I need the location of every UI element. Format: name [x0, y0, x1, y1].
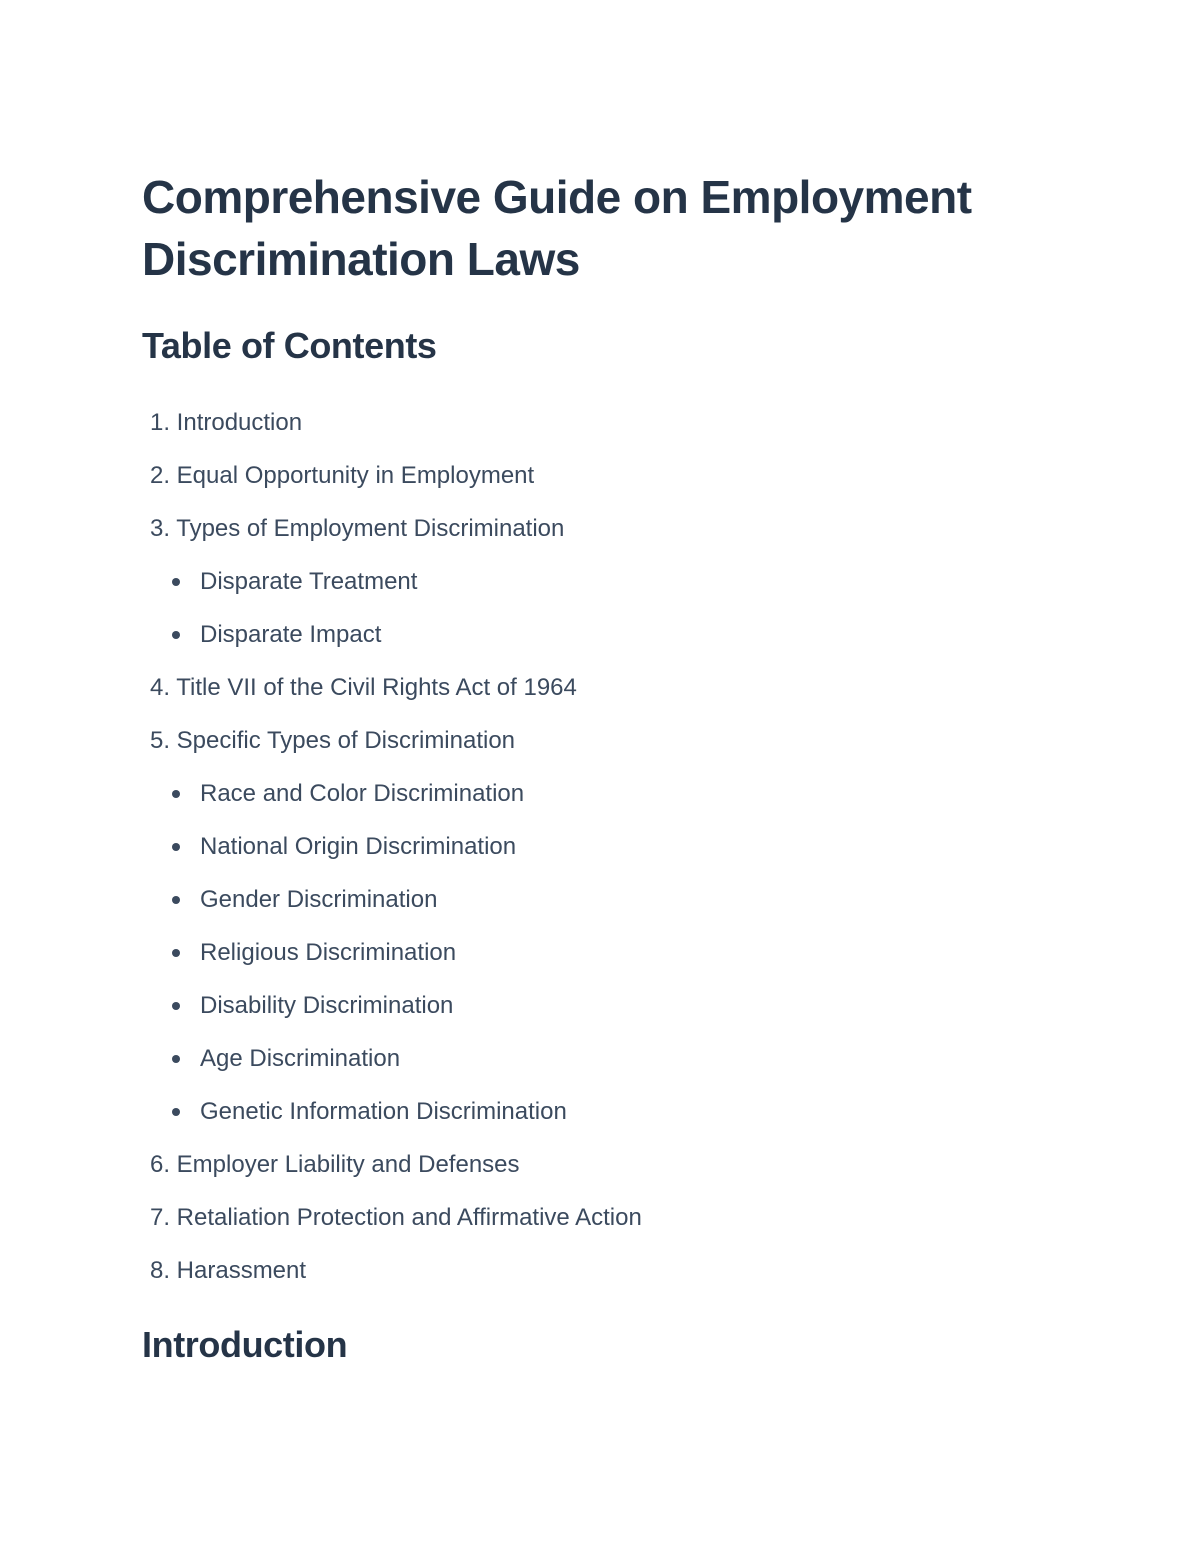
bullet-icon: [172, 949, 180, 957]
toc-subitem-label: Age Discrimination: [200, 1045, 401, 1072]
bullet-icon: [172, 1002, 180, 1010]
toc-sublist-container: [142, 767, 1082, 1138]
toc-label: Specific Types of Discrimination: [176, 727, 516, 754]
toc-item-types-of-discrimination[interactable]: [142, 502, 1082, 555]
toc-subitem-label: Disparate Treatment: [200, 568, 418, 595]
toc-subitem-gender[interactable]: [142, 873, 1082, 926]
toc-subitem-label: Religious Discrimination: [200, 939, 457, 966]
toc-subitem-label: Gender Discrimination: [200, 886, 438, 913]
toc-label: Types of Employment Discrimination: [176, 515, 565, 542]
toc-subitem-label: National Origin Discrimination: [200, 833, 517, 860]
toc-number: 8.: [149, 1257, 170, 1284]
bullet-icon: [172, 843, 180, 851]
toc-item-employer-liability[interactable]: [142, 1138, 1082, 1191]
toc-subitem-disparate-impact[interactable]: [142, 608, 1082, 661]
toc-label: Retaliation Protection and Affirmative Action: [176, 1204, 642, 1231]
toc-label: Introduction: [176, 409, 303, 436]
toc-subitem-label: Genetic Information Discrimination: [200, 1098, 567, 1125]
bullet-icon: [172, 1108, 180, 1116]
toc-item-title-vii[interactable]: [142, 661, 1082, 714]
bullet-icon: [172, 1055, 180, 1063]
bullet-icon: [172, 790, 180, 798]
table-of-contents: [142, 396, 1082, 1297]
toc-number: 5.: [149, 727, 170, 754]
toc-heading: Table of Contents: [142, 325, 437, 366]
toc-subitem-disparate-treatment[interactable]: [142, 555, 1082, 608]
toc-sublist-specific: [142, 767, 1082, 1138]
toc-subitem-label: Race and Color Discrimination: [200, 780, 525, 807]
toc-label: Harassment: [176, 1257, 307, 1284]
toc-item-harassment[interactable]: [142, 1244, 1082, 1297]
toc-number: 2.: [149, 462, 170, 489]
bullet-icon: [172, 578, 180, 586]
toc-item-retaliation[interactable]: [142, 1191, 1082, 1244]
bullet-icon: [172, 896, 180, 904]
toc-label: Employer Liability and Defenses: [176, 1151, 520, 1178]
toc-subitem-religious[interactable]: [142, 926, 1082, 979]
toc-sublist-container: [142, 555, 1082, 661]
toc-number: 7.: [149, 1204, 170, 1231]
bullet-icon: [172, 631, 180, 639]
toc-number: 6.: [149, 1151, 170, 1178]
toc-sublist-types: [142, 555, 1082, 661]
toc-subitem-label: Disparate Impact: [200, 621, 382, 648]
toc-subitem-disability[interactable]: [142, 979, 1082, 1032]
toc-number: 1.: [149, 409, 170, 436]
toc-subitem-genetic-information[interactable]: [142, 1085, 1082, 1138]
toc-number: 3.: [149, 515, 170, 542]
toc-item-equal-opportunity[interactable]: [142, 449, 1082, 502]
toc-item-specific-types[interactable]: [142, 714, 1082, 767]
document-page: [142, 166, 1082, 1367]
introduction-heading: Introduction: [142, 1324, 348, 1365]
toc-subitem-race-color[interactable]: [142, 767, 1082, 820]
toc-subitem-national-origin[interactable]: [142, 820, 1082, 873]
toc-subitem-age[interactable]: [142, 1032, 1082, 1085]
toc-number: 4.: [149, 674, 170, 701]
document-title: Comprehensive Guide on Employment Discrimination Laws: [142, 171, 972, 285]
toc-label: Title VII of the Civil Rights Act of 1964: [176, 674, 577, 701]
toc-label: Equal Opportunity in Employment: [176, 462, 535, 489]
toc-subitem-label: Disability Discrimination: [200, 992, 454, 1019]
toc-item-introduction[interactable]: [142, 396, 1082, 449]
